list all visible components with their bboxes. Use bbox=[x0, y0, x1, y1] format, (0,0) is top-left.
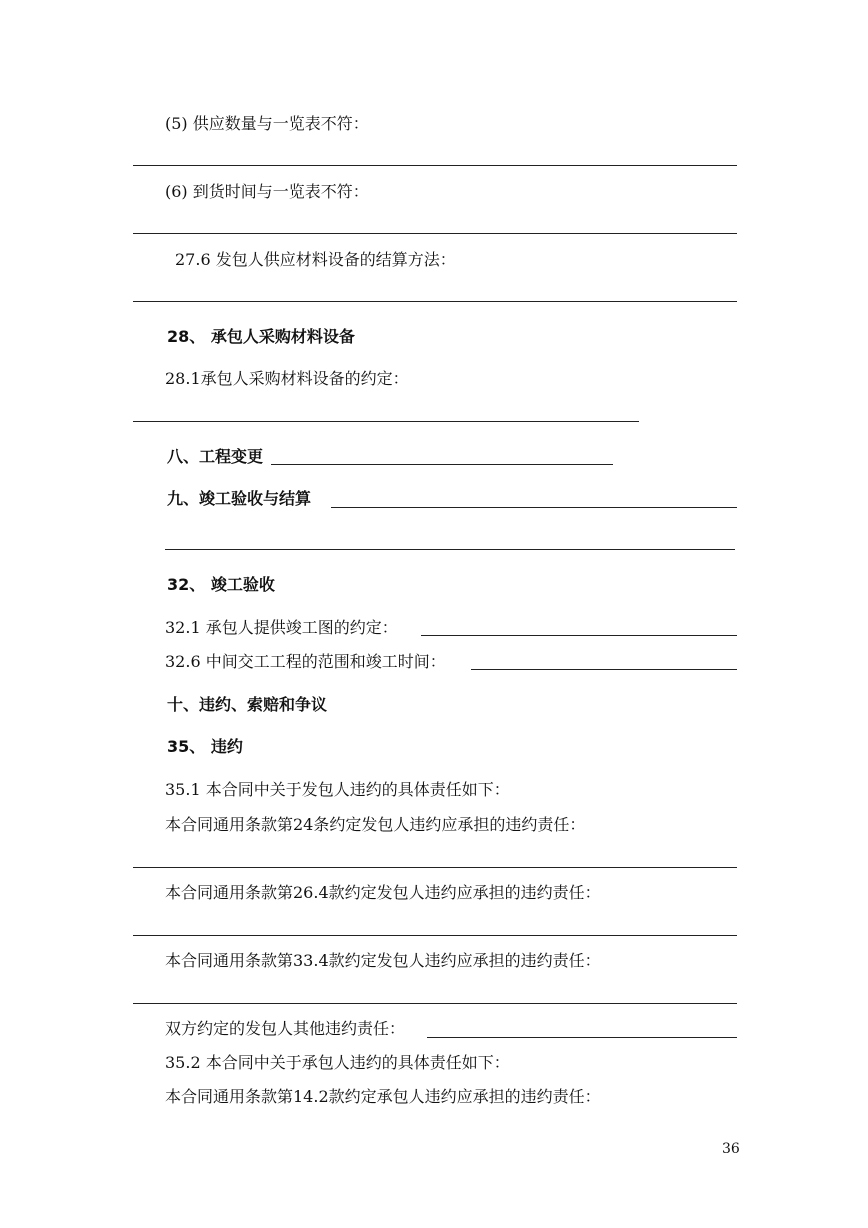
clause-32-1: 32.1 承包人提供竣工图的约定： bbox=[165, 618, 398, 637]
clause-27-6: 27.6 发包人供应材料设备的结算方法： bbox=[175, 250, 456, 269]
section-35-heading: 35、 违约 bbox=[167, 737, 243, 756]
clause-32-6: 32.6 中间交工工程的范围和竣工时间： bbox=[165, 652, 446, 671]
fill-line bbox=[421, 635, 737, 636]
fill-line bbox=[133, 1003, 737, 1004]
chapter-8-heading: 八、工程变更 bbox=[167, 447, 264, 466]
fill-line bbox=[133, 165, 737, 166]
clause-24-liability: 本合同通用条款第24条约定发包人违约应承担的违约责任： bbox=[165, 815, 586, 834]
fill-line bbox=[133, 935, 737, 936]
fill-line bbox=[133, 867, 737, 868]
section-32-heading: 32、 竣工验收 bbox=[167, 575, 275, 594]
other-employer-liability: 双方约定的发包人其他违约责任： bbox=[165, 1019, 406, 1038]
clause-14-2-liability: 本合同通用条款第14.2款约定承包人违约应承担的违约责任： bbox=[165, 1087, 601, 1106]
fill-line bbox=[133, 233, 737, 234]
section-28-heading: 28、 承包人采购材料设备 bbox=[167, 327, 355, 346]
clause-35-1: 35.1 本合同中关于发包人违约的具体责任如下： bbox=[165, 780, 510, 799]
clause-26-4-liability: 本合同通用条款第26.4款约定发包人违约应承担的违约责任： bbox=[165, 883, 601, 902]
page-number: 36 bbox=[722, 1141, 740, 1157]
fill-line bbox=[271, 464, 613, 465]
fill-line bbox=[133, 301, 737, 302]
clause-28-1: 28.1承包人采购材料设备的约定： bbox=[165, 369, 409, 388]
item-5-supply-quantity: (5) 供应数量与一览表不符： bbox=[165, 114, 369, 133]
fill-line bbox=[165, 549, 735, 550]
item-6-delivery-time: (6) 到货时间与一览表不符： bbox=[165, 182, 369, 201]
fill-line bbox=[133, 421, 639, 422]
clause-35-2: 35.2 本合同中关于承包人违约的具体责任如下： bbox=[165, 1053, 510, 1072]
fill-line bbox=[331, 507, 737, 508]
fill-line bbox=[471, 669, 737, 670]
chapter-9-heading: 九、竣工验收与结算 bbox=[167, 489, 312, 508]
fill-line bbox=[427, 1037, 737, 1038]
chapter-10-heading: 十、违约、索赔和争议 bbox=[167, 695, 328, 714]
clause-33-4-liability: 本合同通用条款第33.4款约定发包人违约应承担的违约责任： bbox=[165, 951, 601, 970]
